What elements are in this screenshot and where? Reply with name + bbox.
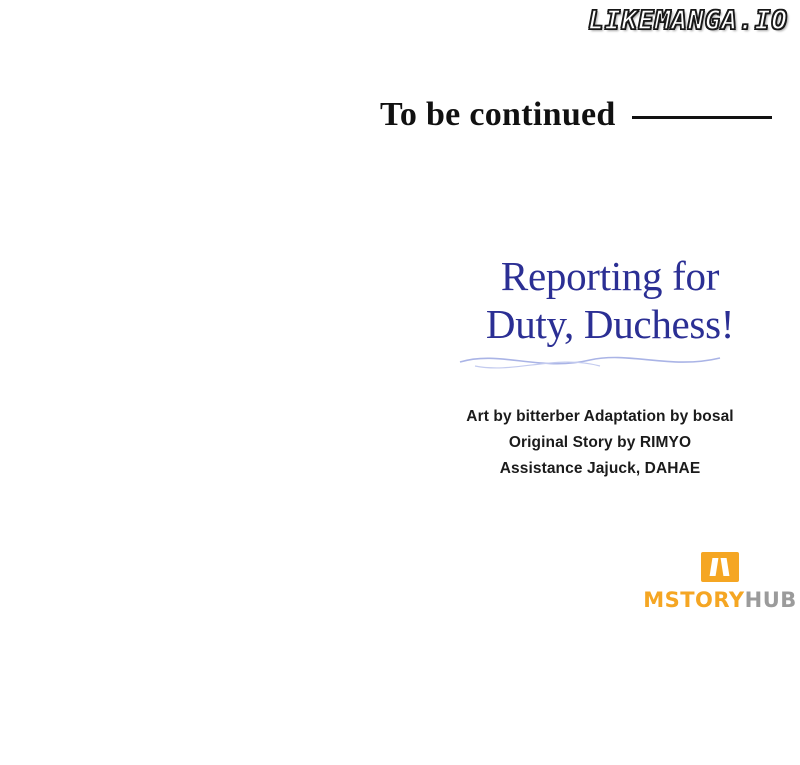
- publisher-logo: [640, 552, 800, 612]
- credit-line-art: Art by bitterber Adaptation by bosal: [466, 408, 734, 425]
- publisher-logo-text: [640, 588, 800, 612]
- credit-line-original-story: Original Story by RIMYO: [508, 434, 692, 452]
- series-title: [420, 252, 800, 349]
- title-flourish-icon: [420, 348, 800, 374]
- site-watermark: LIKEMANGA.IO: [588, 6, 788, 36]
- to-be-continued-rule: [632, 116, 772, 119]
- to-be-continued-block: [380, 96, 772, 134]
- book-page-right: [721, 558, 730, 576]
- book-page-left: [710, 558, 719, 576]
- series-title-line-2: Duty, Duchess!: [485, 301, 735, 348]
- to-be-continued-text: To be continued: [380, 96, 616, 133]
- series-title-line-1: Reporting for: [500, 253, 720, 299]
- credits-block: [400, 404, 800, 482]
- open-book-icon: [701, 552, 739, 582]
- publisher-name-secondary: HUB: [744, 588, 797, 612]
- credit-line-assistance: Assistance Jajuck, DAHAE: [499, 460, 701, 478]
- publisher-name-primary: MSTORY: [643, 588, 745, 612]
